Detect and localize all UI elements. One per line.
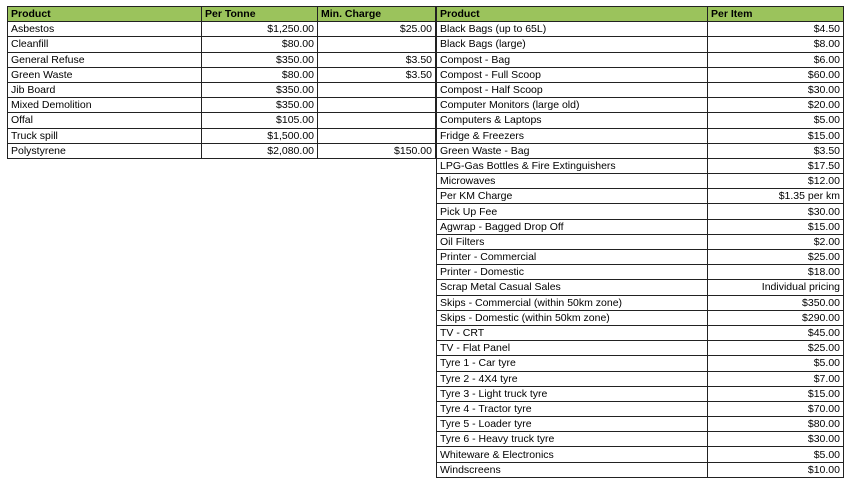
- table-row: [437, 341, 844, 356]
- table-row: [437, 462, 844, 477]
- per-tonne-cell: $105.00: [202, 113, 318, 128]
- table-row: [437, 128, 844, 143]
- product-cell: Truck spill: [8, 128, 202, 143]
- per-item-cell: $15.00: [708, 219, 844, 234]
- table-row: [437, 371, 844, 386]
- per-item-cell: $5.00: [708, 447, 844, 462]
- product-cell: Offal: [8, 113, 202, 128]
- per-item-cell: $8.00: [708, 37, 844, 52]
- per-item-cell: $2.00: [708, 234, 844, 249]
- per-tonne-cell: $350.00: [202, 52, 318, 67]
- min-charge-cell: $3.50: [318, 52, 436, 67]
- product-cell: Black Bags (up to 65L): [437, 22, 708, 37]
- product-cell: Tyre 3 - Light truck tyre: [437, 386, 708, 401]
- product-cell: Agwrap - Bagged Drop Off: [437, 219, 708, 234]
- table-row: [8, 52, 436, 67]
- min-charge-cell: [318, 113, 436, 128]
- product-cell: TV - Flat Panel: [437, 341, 708, 356]
- header-product: Product: [8, 7, 202, 22]
- header-per-tonne: Per Tonne: [202, 7, 318, 22]
- per-item-cell: $12.00: [708, 174, 844, 189]
- table-row: [8, 128, 436, 143]
- per-item-cell: $25.00: [708, 341, 844, 356]
- product-cell: Whiteware & Electronics: [437, 447, 708, 462]
- table-row: [437, 310, 844, 325]
- table-row: [437, 234, 844, 249]
- product-cell: General Refuse: [8, 52, 202, 67]
- product-cell: Windscreens: [437, 462, 708, 477]
- per-item-cell: $4.50: [708, 22, 844, 37]
- per-item-cell: $25.00: [708, 250, 844, 265]
- product-cell: Printer - Domestic: [437, 265, 708, 280]
- table-row: [8, 22, 436, 37]
- table-row: [8, 67, 436, 82]
- product-cell: Per KM Charge: [437, 189, 708, 204]
- product-cell: Scrap Metal Casual Sales: [437, 280, 708, 295]
- per-tonne-cell: $350.00: [202, 82, 318, 97]
- header-min-charge: Min. Charge: [318, 7, 436, 22]
- table-row: [437, 98, 844, 113]
- table-row: [437, 52, 844, 67]
- header-per-item: Per Item: [708, 7, 844, 22]
- table-row: [437, 386, 844, 401]
- per-item-cell: $45.00: [708, 325, 844, 340]
- table-row: [8, 98, 436, 113]
- per-item-cell: $15.00: [708, 386, 844, 401]
- table-row: [437, 447, 844, 462]
- table-row: [437, 113, 844, 128]
- table-row: [437, 356, 844, 371]
- per-item-cell: Individual pricing: [708, 280, 844, 295]
- table-row: [437, 250, 844, 265]
- header-product: Product: [437, 7, 708, 22]
- product-cell: Mixed Demolition: [8, 98, 202, 113]
- per-item-cell: $80.00: [708, 417, 844, 432]
- table-row: [8, 113, 436, 128]
- product-cell: Polystyrene: [8, 143, 202, 158]
- table-row: [8, 143, 436, 158]
- product-cell: Microwaves: [437, 174, 708, 189]
- header-row: [437, 7, 844, 22]
- per-item-cell: $60.00: [708, 67, 844, 82]
- per-tonne-cell: $80.00: [202, 37, 318, 52]
- per-item-cell: $30.00: [708, 204, 844, 219]
- per-item-cell: $30.00: [708, 82, 844, 97]
- table-row: [437, 204, 844, 219]
- product-cell: Computers & Laptops: [437, 113, 708, 128]
- per-item-cell: $17.50: [708, 158, 844, 173]
- product-cell: Skips - Commercial (within 50km zone): [437, 295, 708, 310]
- product-cell: Compost - Full Scoop: [437, 67, 708, 82]
- per-item-table: [436, 6, 844, 478]
- per-item-cell: $10.00: [708, 462, 844, 477]
- table-row: [437, 67, 844, 82]
- product-cell: Pick Up Fee: [437, 204, 708, 219]
- table-row: [8, 82, 436, 97]
- per-tonne-cell: $350.00: [202, 98, 318, 113]
- product-cell: Tyre 1 - Car tyre: [437, 356, 708, 371]
- product-cell: Oil Filters: [437, 234, 708, 249]
- min-charge-cell: $150.00: [318, 143, 436, 158]
- per-item-cell: $290.00: [708, 310, 844, 325]
- per-item-cell: $6.00: [708, 52, 844, 67]
- product-cell: TV - CRT: [437, 325, 708, 340]
- table-row: [8, 37, 436, 52]
- per-item-cell: $5.00: [708, 113, 844, 128]
- table-row: [437, 82, 844, 97]
- product-cell: Asbestos: [8, 22, 202, 37]
- product-cell: Compost - Bag: [437, 52, 708, 67]
- min-charge-cell: $3.50: [318, 67, 436, 82]
- per-item-cell: $350.00: [708, 295, 844, 310]
- min-charge-cell: [318, 82, 436, 97]
- per-item-cell: $1.35 per km: [708, 189, 844, 204]
- per-item-cell: $3.50: [708, 143, 844, 158]
- min-charge-cell: [318, 98, 436, 113]
- table-row: [437, 189, 844, 204]
- per-item-cell: $70.00: [708, 401, 844, 416]
- table-row: [437, 158, 844, 173]
- table-row: [437, 417, 844, 432]
- table-row: [437, 174, 844, 189]
- product-cell: Fridge & Freezers: [437, 128, 708, 143]
- product-cell: Black Bags (large): [437, 37, 708, 52]
- product-cell: Jib Board: [8, 82, 202, 97]
- table-row: [437, 219, 844, 234]
- per-item-cell: $30.00: [708, 432, 844, 447]
- product-cell: Tyre 2 - 4X4 tyre: [437, 371, 708, 386]
- product-cell: Green Waste - Bag: [437, 143, 708, 158]
- table-row: [437, 325, 844, 340]
- table-row: [437, 401, 844, 416]
- per-item-table-body: [437, 22, 844, 478]
- per-tonne-cell: $2,080.00: [202, 143, 318, 158]
- product-cell: Green Waste: [8, 67, 202, 82]
- table-row: [437, 22, 844, 37]
- table-row: [437, 432, 844, 447]
- header-row: [8, 7, 436, 22]
- table-row: [437, 295, 844, 310]
- product-cell: Computer Monitors (large old): [437, 98, 708, 113]
- per-tonne-table: [7, 6, 436, 159]
- product-cell: LPG-Gas Bottles & Fire Extinguishers: [437, 158, 708, 173]
- per-item-cell: $20.00: [708, 98, 844, 113]
- product-cell: Skips - Domestic (within 50km zone): [437, 310, 708, 325]
- table-row: [437, 280, 844, 295]
- min-charge-cell: $25.00: [318, 22, 436, 37]
- per-item-cell: $18.00: [708, 265, 844, 280]
- min-charge-cell: [318, 37, 436, 52]
- product-cell: Tyre 5 - Loader tyre: [437, 417, 708, 432]
- min-charge-cell: [318, 128, 436, 143]
- product-cell: Tyre 4 - Tractor tyre: [437, 401, 708, 416]
- per-tonne-cell: $1,250.00: [202, 22, 318, 37]
- per-item-cell: $5.00: [708, 356, 844, 371]
- product-cell: Compost - Half Scoop: [437, 82, 708, 97]
- product-cell: Cleanfill: [8, 37, 202, 52]
- table-row: [437, 265, 844, 280]
- table-row: [437, 37, 844, 52]
- per-item-cell: $7.00: [708, 371, 844, 386]
- per-tonne-table-body: [8, 22, 436, 159]
- per-item-cell: $15.00: [708, 128, 844, 143]
- product-cell: Printer - Commercial: [437, 250, 708, 265]
- table-row: [437, 143, 844, 158]
- per-tonne-cell: $1,500.00: [202, 128, 318, 143]
- product-cell: Tyre 6 - Heavy truck tyre: [437, 432, 708, 447]
- per-tonne-cell: $80.00: [202, 67, 318, 82]
